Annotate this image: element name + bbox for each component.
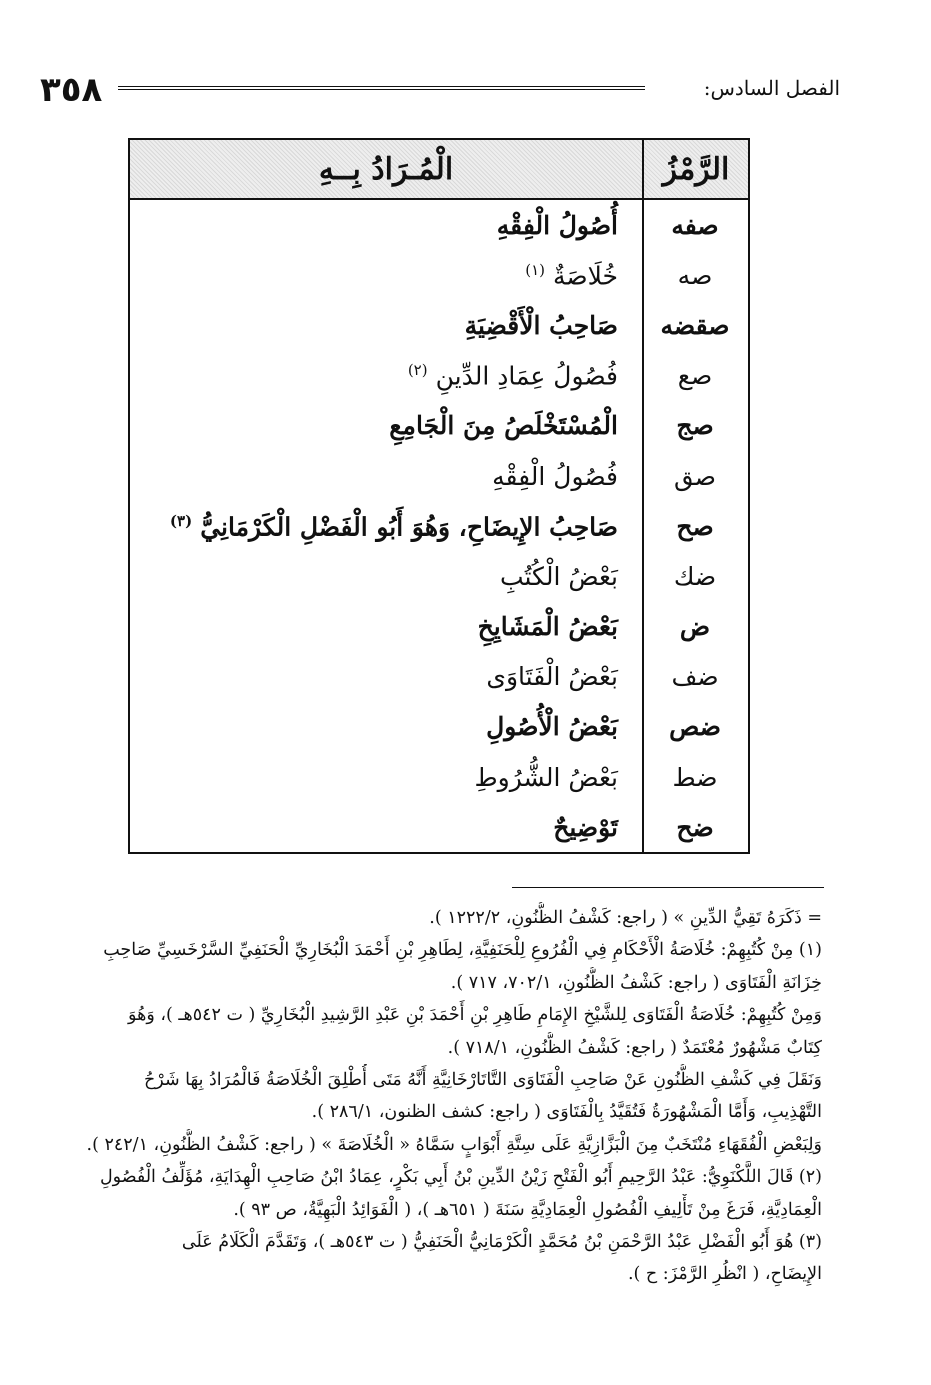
footnote-line: الْعِمَادِيَّةِ، فَرَغَ مِنْ تَأْلِيفِ الْفُصُولِ الْعِمَادِيَّةِ سَنَةَ ( ٦٥١هـ )، ( الْفَوَائِدُ الْبَهِيَّةُ، ص ٩٣ ). xyxy=(233,1199,822,1220)
table-row xyxy=(130,351,748,401)
table-row xyxy=(130,250,748,300)
footnote-separator xyxy=(512,887,824,888)
row-meaning-text: بَعْضُ الشُّرُوطِ xyxy=(474,762,618,792)
row-meaning xyxy=(130,311,642,340)
row-meaning-text: تَوْضِيحٌ xyxy=(553,812,618,842)
row-meaning xyxy=(130,662,642,691)
header-double-rule xyxy=(118,86,645,90)
chapter-title: الفصل السادس: xyxy=(703,76,840,100)
row-meaning xyxy=(130,512,642,541)
table-row xyxy=(130,702,748,752)
row-meaning-text: فُصُولُ الْفِقْهِ xyxy=(492,461,618,491)
page-number: ٣٥٨ xyxy=(40,70,103,110)
row-meaning-text: بَعْضُ الْأُصُولِ xyxy=(486,712,618,742)
page-header xyxy=(40,70,840,120)
row-code: ضف xyxy=(671,662,719,692)
row-code: صفه xyxy=(671,210,719,240)
row-meaning xyxy=(130,411,642,440)
row-meaning-text: خُلَاصَةٌ xyxy=(552,260,618,290)
row-code: ضك xyxy=(673,561,717,591)
table-row xyxy=(130,451,748,501)
footnote-marker: (١) xyxy=(525,260,545,279)
row-code: صع xyxy=(677,361,713,391)
table-row xyxy=(130,501,748,551)
row-meaning xyxy=(130,211,642,240)
footnote-line: خِزَانَةِ الْفَتَاوَى ( راجع: كَشْفُ الظُّنُونِ، ٧٠٢/١، ٧١٧ ). xyxy=(450,972,822,993)
row-meaning-text: بَعْضُ الْمَشَايِخِ xyxy=(477,612,618,642)
table-row xyxy=(130,551,748,601)
row-code: ضح xyxy=(676,812,714,842)
column-header-code: الرَّمْزُ xyxy=(642,140,748,198)
row-code: صح xyxy=(676,511,714,541)
row-meaning-text: بَعْضُ الْفَتَاوَى xyxy=(486,662,618,692)
table-row xyxy=(130,200,748,250)
footnotes xyxy=(52,902,822,1291)
footnote-line: (٢) قَالَ اللَّكْنَوِيُّ: عَبْدُ الرَّحِيمِ أَبُو الْفَتْحِ زَيْنُ الدِّينِ بْنُ أَبِي بَكْرٍ، عِمَادُ ابْنُ صَاحِبِ الْهِدَايَةِ، مُؤَلِّفُ الْفُصُولِ xyxy=(99,1167,822,1188)
footnote-line: وَلِبَعْضِ الْفُقَهَاءِ مُنْتَخَبٌ مِنَ الْبَزَّازِيَّةِ عَلَى سِتَّةِ أَبْوَابٍ سَمَّاهُ « الْخُلَاصَةَ » ( راجع: كَشْفُ الظُّنُونِ، ٢٤٢/١ ). xyxy=(86,1134,822,1155)
table-row xyxy=(130,300,748,350)
table-row xyxy=(130,802,748,852)
table-body xyxy=(130,200,748,854)
row-meaning-text: فُصُولُ عِمَادِ الدِّينِ xyxy=(435,361,618,391)
row-code: صج xyxy=(676,411,714,441)
row-code: ضص xyxy=(669,712,721,742)
table-row xyxy=(130,401,748,451)
table-row xyxy=(130,602,748,652)
row-meaning-text: صَاحِبُ الإِيضَاحِ، وَهُوَ أَبُو الْفَضْلِ الْكَرْمَانِيُّ xyxy=(200,511,618,541)
row-meaning-text: الْمُسْتَخْلَصُ مِنَ الْجَامِعِ xyxy=(389,411,618,441)
footnote-line: وَنَقَلَ فِي كَشْفِ الظُّنُونِ عَنْ صَاحِبِ الْفَتَاوَى التَّاتَارْخَانِيَّةِ أَنَّهُ مَتَى أُطْلِقَ الْخُلَاصَةُ فَالْمُرَادُ بِهَا شَرْحُ xyxy=(144,1070,822,1091)
row-code: صق xyxy=(673,461,717,491)
row-meaning xyxy=(130,712,642,741)
footnote-marker: (٢) xyxy=(407,360,428,379)
row-meaning-text: أُصُولُ الْفِقْهِ xyxy=(496,210,618,240)
table-row xyxy=(130,752,748,802)
row-meaning xyxy=(130,612,642,641)
footnote-line: التَّهْذِيبِ، وَأَمَّا الْمَشْهُورَةُ فَتُقَيَّدُ بِالْفَتَاوَى ( راجع: كشف الظنون، ٢٨٦/١ ). xyxy=(311,1102,822,1123)
abbreviations-table xyxy=(128,138,750,854)
row-meaning xyxy=(130,462,642,491)
footnote-line: (٣) هُوَ أَبُو الْفَضْلِ عَبْدُ الرَّحْمَنِ بْنُ مُحَمَّدٍ الْكَرْمَانِيُّ الْحَنَفِيُّ ( ت ٥٤٣هـ )، وَتَقَدَّمَ الْكَلَامُ عَلَى xyxy=(181,1232,822,1253)
footnote-line: الإِيضَاحِ، ( انْظُرِ الرَّمْزَ: ح ). xyxy=(627,1264,822,1285)
row-code: ض xyxy=(679,612,711,642)
row-code: صقضه xyxy=(660,310,730,340)
footnote-line: كِتَابٌ مَشْهُورٌ مُعْتَمَدٌ ( راجع: كَشْفُ الظُّنُونِ، ٧١٨/١ ). xyxy=(447,1037,822,1058)
table-row xyxy=(130,652,748,702)
row-meaning xyxy=(130,763,642,792)
row-meaning xyxy=(130,361,642,390)
row-code: ضط xyxy=(672,762,718,792)
footnote-line: = ذَكَرَهُ تَقِيُّ الدِّينِ » ( راجع: كَشْفُ الظُّنُونِ، ١٢٢٢/٢ ). xyxy=(429,908,822,928)
row-code: صه xyxy=(677,260,713,290)
footnote-line: وَمِنْ كُتُبِهِمْ: خُلَاصَةُ الْفَتَاوَى لِلشَّيْخِ الإِمَامِ طَاهِرِ بْنِ أَحْمَدَ بْنِ عَبْدِ الرَّشِيدِ الْبُخَارِيِّ ( ت ٥٤٢هـ )، وَهُوَ xyxy=(128,1005,822,1026)
row-meaning-text: بَعْضُ الْكُتُبِ xyxy=(499,561,618,591)
table-header xyxy=(130,140,748,200)
row-meaning xyxy=(130,261,642,290)
row-meaning-text: صَاحِبُ الْأَقْضِيَةِ xyxy=(464,310,618,340)
row-meaning xyxy=(130,813,642,842)
footnote-marker: (٣) xyxy=(169,511,193,530)
footnote-line: (١) مِنْ كُتُبِهِمْ: خُلَاصَةُ الْأَحْكَامِ فِي الْفُرُوعِ لِلْحَنَفِيَّةِ، لِطَاهِرِ بْنِ أَحْمَدَ الْبُخَارِيِّ الْحَنَفِيِّ السَّرْخَسِيِّ صَاحِبِ xyxy=(103,940,822,961)
column-header-meaning: الْمُـرَادُ بِــهِ xyxy=(318,151,454,187)
row-meaning xyxy=(130,562,642,591)
